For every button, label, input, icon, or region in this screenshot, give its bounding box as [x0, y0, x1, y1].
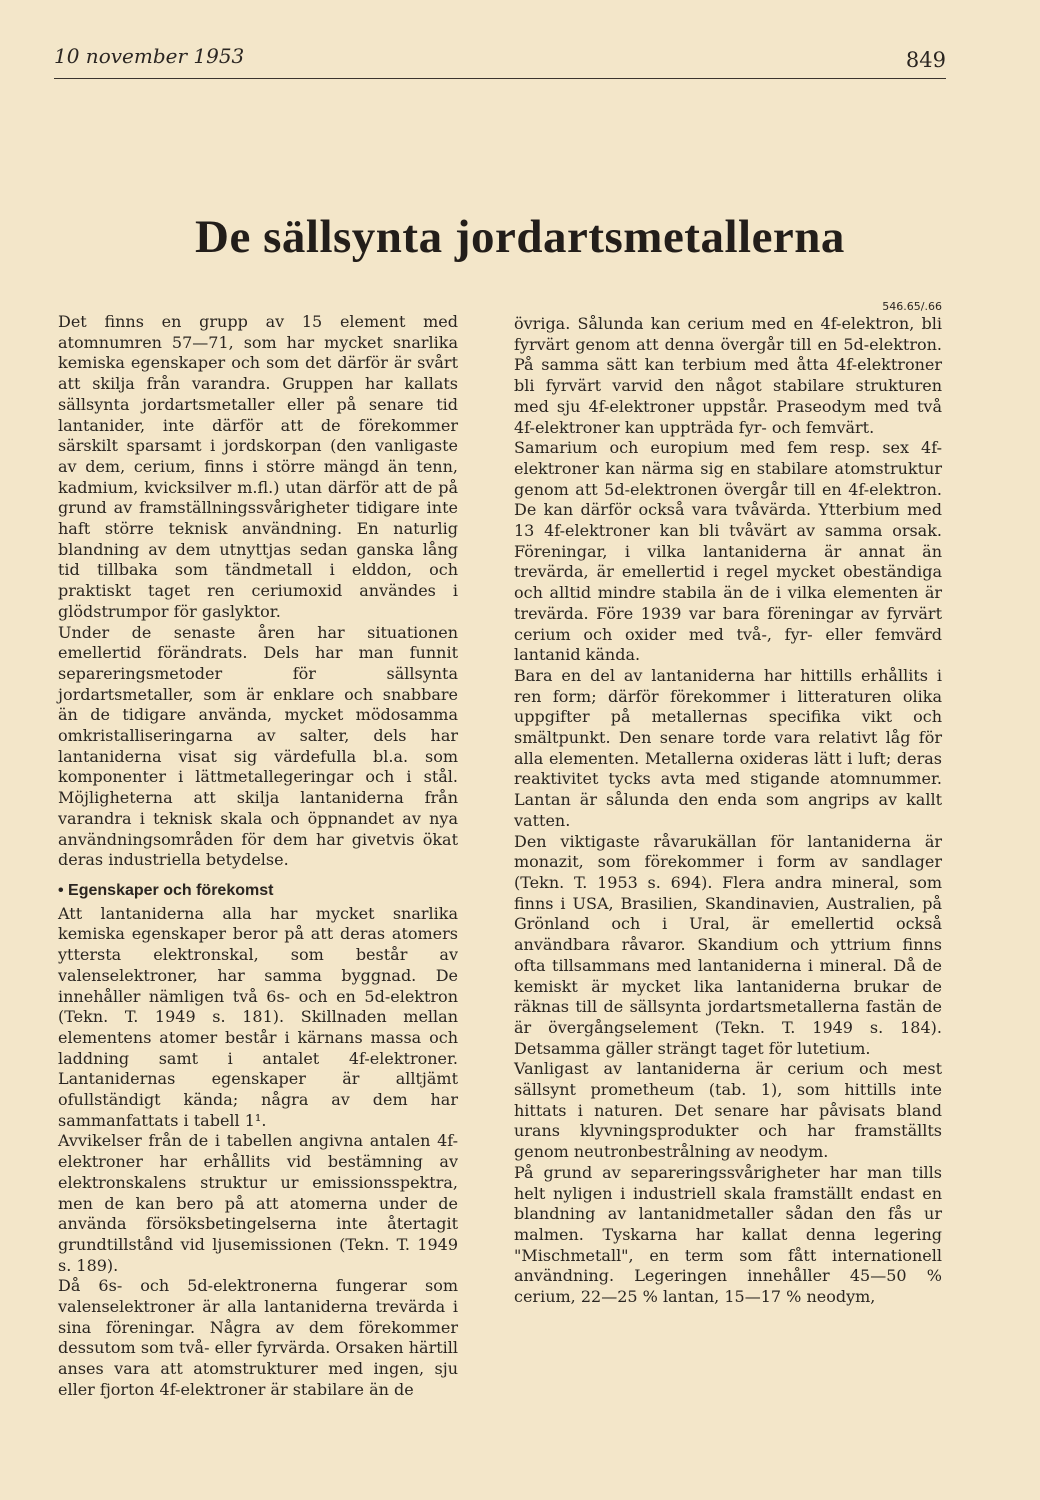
paragraph: övriga. Sålunda kan cerium med en 4f-elektron, bli fyrvärt genom att denna övergår till en 5d-elektron. På samma sätt kan terbium med åtta 4f-elektroner bli fyrvärt varvid den något stabilare strukturen med sju 4f-elektroner uppstår. Praseodym med två 4f-elektroner kan uppträda fyr- och femvärt. — [514, 314, 942, 437]
paragraph: På grund av separeringssvårigheter har man tills helt nyligen i industriell skala framställt endast en blandning av lantanidmetaller sådan den fås ur malmen. Tyskarna har kallat denna legering "Mischmetall", en term som fått internationell användning. Legeringen innehåller 45—50 % cerium, 22—25 % lantan, 15—17 % neodym, — [514, 1162, 942, 1307]
issue-date: 10 november 1953 — [54, 44, 245, 68]
right-column — [514, 300, 942, 1308]
paragraph: Avvikelser från de i tabellen angivna antalen 4f-elektroner har erhållits vid bestämning av elektronskalens struktur ur emissionsspektra, men de kan bero på att atomerna under de använda försöksbetingelserna inte återtagit grundtillstånd vid ljusemissionen (Tekn. T. 1949 s. 189). — [58, 1131, 458, 1275]
section-heading: • Egenskaper och förekomst — [58, 881, 274, 899]
paragraph: Det finns en grupp av 15 element med atomnumren 57—71, som har mycket snarlika kemiska egenskaper och som det därför är svårt att skilja från varandra. Gruppen har kallats sällsynta jordartsmetaller eller på senare tid lantanider, inte därför att de förekommer särskilt sparsamt i jordskorpan (den vanligaste av dem, cerium, finns i större mängd än tenn, kadmium, kvicksilver m.fl.) utan därför att de på grund av framställningssvårigheter tidigare inte haft större teknisk användning. En naturlig blandning av dem utnyttjas sedan ganska lång tid tillbaka som tändmetall i elddon, och praktiskt taget ren ceriumoxid användes i glödstrumpor för gaslyktor. — [58, 312, 458, 621]
left-column — [58, 312, 458, 1401]
section-heading-text: Egenskaper och förekomst — [68, 881, 274, 899]
paragraph: Då 6s- och 5d-elektronerna fungerar som valenselektroner är alla lantaniderna trevärda i sina föreningar. Några av dem förekommer dessutom som två- eller fyrvärda. Orsaken härtill anses vara att atomstrukturer med ingen, sju eller fjorton 4f-elektroner är stabilare än de — [58, 1276, 458, 1399]
udc-classification: 546.65/.66 — [882, 300, 942, 313]
header-divider — [54, 78, 946, 79]
paragraph: Samarium och europium med fem resp. sex 4f-elektroner kan närma sig en stabilare atomstruktur genom att 5d-elektronen övergår till en 4f-elektron. De kan därför också vara tvåvärda. Ytterbium med 13 4f-elektroner kan bli tvåvärt av samma orsak. Föreningar, i vilka lantaniderna är annat än trevärda, är emellertid i regel mycket obeständiga och alltid mindre stabila än de i vilka elementen är trevärda. Före 1939 var bara föreningar av fyrvärt cerium och oxider med två-, fyr- eller femvärd lantanid kända. — [514, 438, 942, 665]
paragraph: Att lantaniderna alla har mycket snarlika kemiska egenskaper beror på att deras atomers yttersta elektronskal, som består av valenselektroner, har samma byggnad. De innehåller nämligen två 6s- och en 5d-elektron (Tekn. T. 1949 s. 181). Skillnaden mellan elementens atomer består i kärnans massa och laddning samt i antalet 4f-elektroner. Lantanidernas egenskaper är alltjämt ofullständigt kända; några av dem har sammanfattats i tabell 1¹. — [58, 903, 458, 1130]
paragraph: Den viktigaste råvarukällan för lantaniderna är monazit, som förekommer i form av sandlager (Tekn. T. 1953 s. 694). Flera andra mineral, som finns i USA, Brasilien, Skandinavien, Australien, på Grönland och i Ural, är emellertid också användbara råvaror. Skandium och yttrium finns ofta tillsammans med lantaniderna i mineral. Då de kemiskt är mycket lika lantaniderna brukar de räknas till de sällsynta jordartsmetallerna fastän de är övergångselement (Tekn. T. 1949 s. 184). Detsamma gäller strängt taget för lutetium. — [514, 831, 942, 1058]
paragraph: Bara en del av lantaniderna har hittills erhållits i ren form; därför förekommer i litteraturen olika uppgifter på metallernas specifika vikt och smältpunkt. Den senare torde vara relativt låg för alla elementen. Metallerna oxideras lätt i luft; deras reaktivitet tycks avta med stigande atomnummer. Lantan är sålunda den enda som angrips av kallt vatten. — [514, 665, 942, 830]
page-number: 849 — [905, 48, 946, 72]
paragraph: Vanligast av lantaniderna är cerium och mest sällsynt prometheum (tab. 1), som hittills inte hittats i naturen. Det senare har påvisats bland urans klyvningsprodukter och har framställts genom neutronbestrålning av neodym. — [514, 1059, 942, 1162]
paragraph: Under de senaste åren har situationen emellertid förändrats. Dels har man funnit separeringsmetoder för sällsynta jordartsmetaller, som är enklare och snabbare än de tidigare använda, mycket mödosamma omkristalliseringarna av salter, dels har lantaniderna visat sig värdefulla bl.a. som komponenter i lättmetallegeringar och i stål. Möjligheterna att skilja lantaniderna från varandra i teknisk skala och öppnandet av nya användningsområden för dem har givetvis ökat deras industriella betydelse. — [58, 622, 458, 870]
article-title: De sällsynta jordartsmetallerna — [195, 211, 845, 263]
